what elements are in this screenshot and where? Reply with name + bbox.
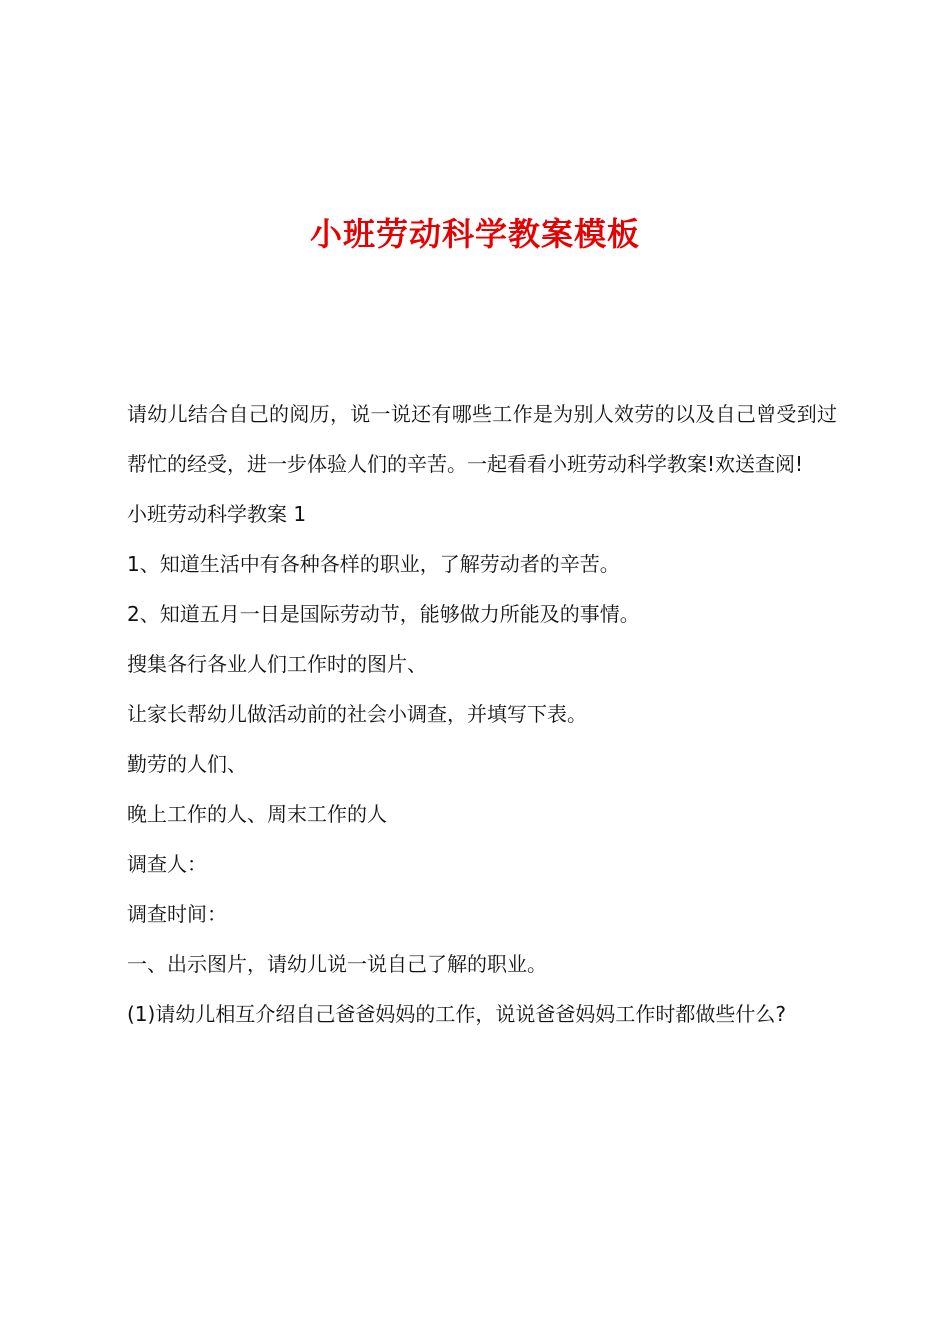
- process-step-1: 一、出示图片，请幼儿说一说自己了解的职业。: [127, 952, 547, 976]
- survey-time: 调查时间：: [127, 902, 227, 926]
- preparation-item-2: 让家长帮幼儿做活动前的社会小调查，并填写下表。: [127, 702, 587, 726]
- document-body: [127, 389, 837, 1039]
- process-substep-1: (1)请幼儿相互介绍自己爸爸妈妈的工作，说说爸爸妈妈工作时都做些什么?: [127, 1002, 786, 1026]
- intro-paragraph: 请幼儿结合自己的阅历，说一说还有哪些工作是为别人效劳的以及自己曾受到过帮忙的经受，进一步体验人们的辛苦。一起看看小班劳动科学教案!欢送查阅!: [127, 402, 837, 476]
- preparation-item-1: 搜集各行各业人们工作时的图片、: [127, 652, 427, 676]
- survey-title: 勤劳的人们、: [127, 752, 247, 776]
- document-title: 小班劳动科学教案模板: [309, 215, 640, 253]
- goal-item-2: 2、知道五月一日是国际劳动节，能够做力所能及的事情。: [127, 602, 640, 626]
- survey-investigator: 调查人：: [127, 852, 207, 876]
- goal-item-1: 1、知道生活中有各种各样的职业，了解劳动者的辛苦。: [127, 552, 620, 576]
- section-heading: 小班劳动科学教案 1: [127, 502, 307, 526]
- survey-columns: 晚上工作的人、周末工作的人: [127, 802, 387, 826]
